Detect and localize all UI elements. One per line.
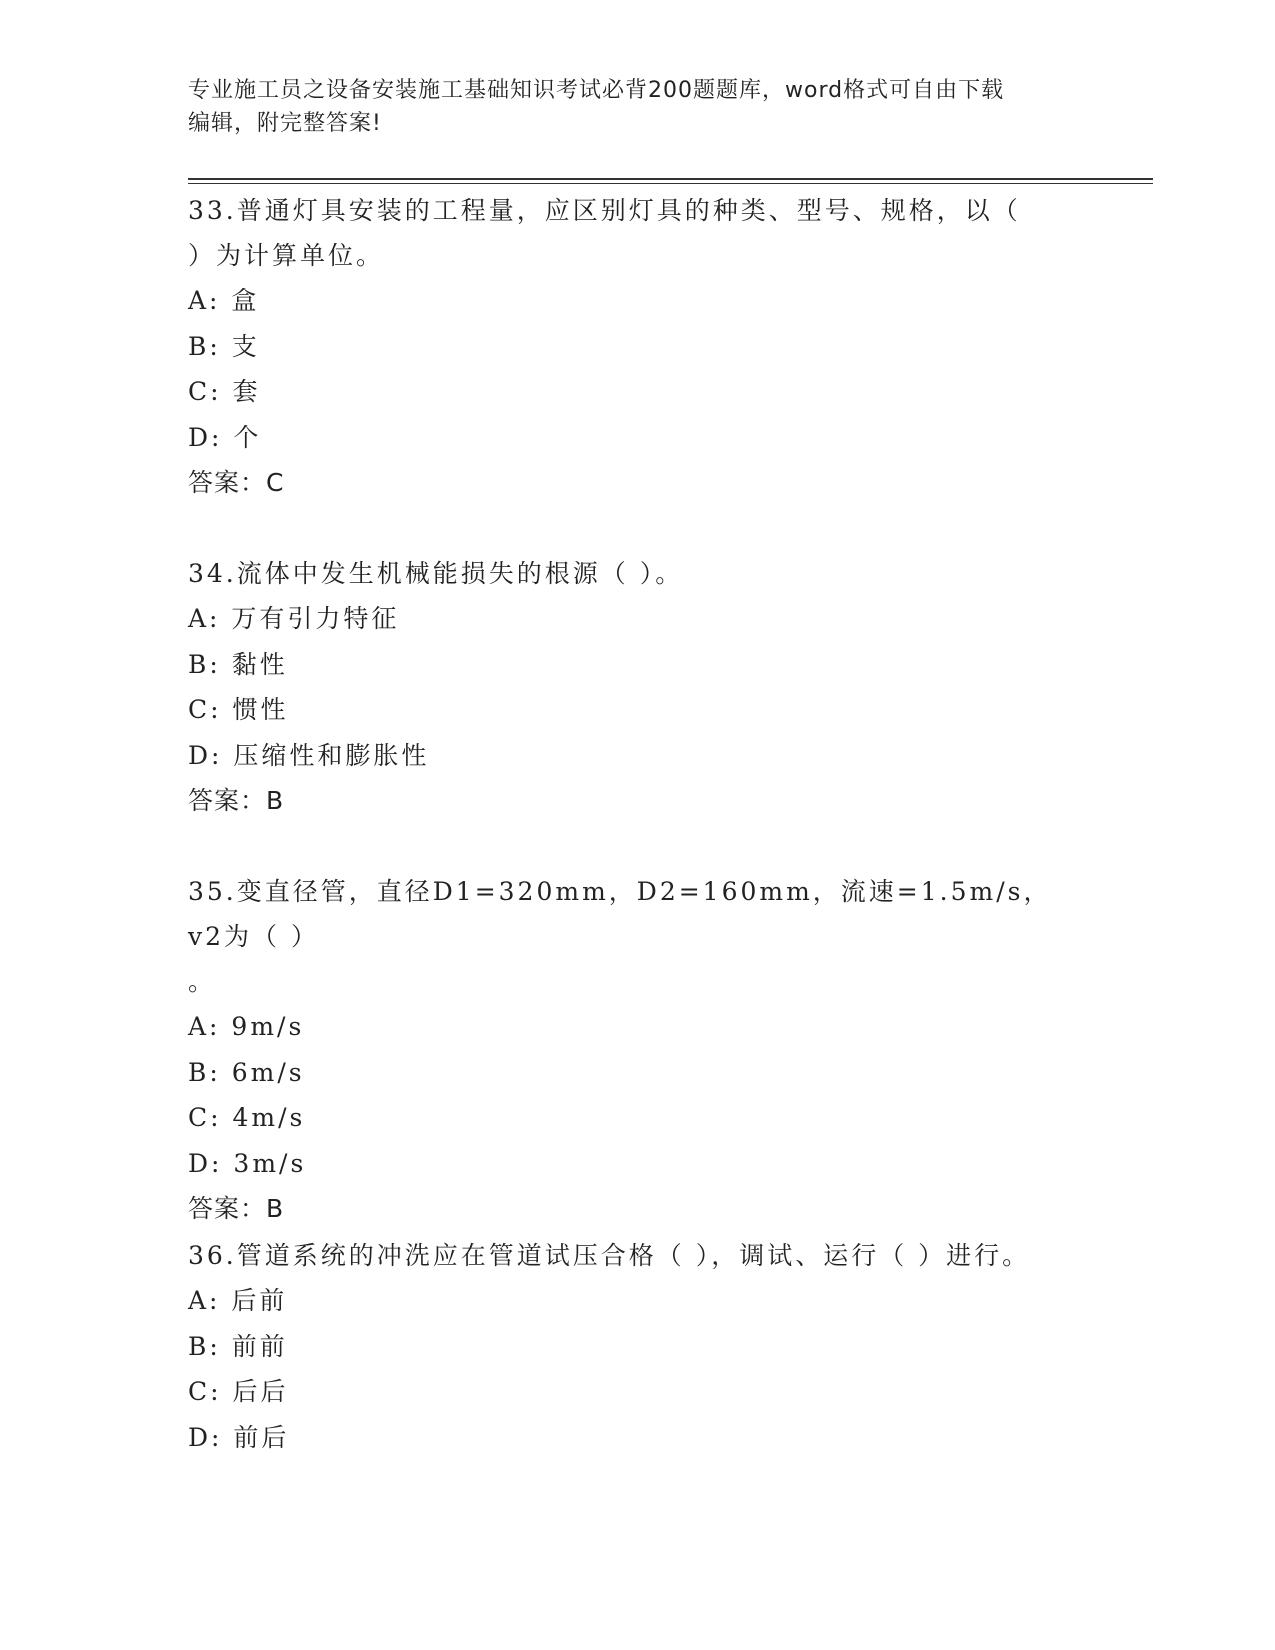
option-a: A: 万有引力特征 (188, 604, 400, 633)
question-stem: 36.管道系统的冲洗应在管道试压合格（ ），调试、运行（ ）进行。 (188, 1241, 1031, 1270)
question-33 (188, 188, 1068, 505)
question-stem: 35.变直径管，直径D1=320mm，D2=160mm，流速=1.5m/s，v2为（ ） (188, 877, 1052, 951)
header-divider-thin (188, 183, 1153, 184)
option-c: C: 惯性 (188, 695, 289, 724)
question-34 (188, 551, 1068, 823)
option-a: A: 后前 (188, 1286, 288, 1315)
option-a: A: 9m/s (188, 1012, 305, 1041)
option-c: C: 4m/s (188, 1103, 306, 1132)
question-stem: 33.普通灯具安装的工程量，应区别灯具的种类、型号、规格，以（ (188, 196, 1021, 225)
question-stem: 34.流体中发生机械能损失的根源（ ）。 (188, 559, 684, 588)
option-b: B: 支 (188, 331, 260, 361)
answer: 答案：C (188, 468, 285, 497)
option-b: B: 黏性 (188, 649, 288, 679)
option-d: D: 压缩性和膨胀性 (188, 740, 430, 770)
question-stem-continued: ）为计算单位。 (188, 241, 385, 270)
option-a: A: 盒 (188, 286, 260, 315)
option-b: B: 前前 (188, 1331, 288, 1361)
question-stem-continued: 。 (188, 967, 217, 996)
question-36 (188, 1233, 1068, 1460)
answer: 答案：B (188, 786, 285, 815)
option-c: C: 后后 (188, 1377, 289, 1406)
option-d: D: 3m/s (188, 1148, 307, 1178)
option-b: B: 6m/s (188, 1057, 305, 1087)
header-line-1: 专业施工员之设备安装施工基础知识考试必背200题题库，word格式可自由下载 (188, 78, 1005, 103)
option-d: D: 个 (188, 422, 262, 452)
question-35 (188, 869, 1068, 1231)
option-d: D: 前后 (188, 1422, 290, 1452)
header-divider-thick (188, 178, 1153, 180)
document-header (188, 74, 1068, 140)
header-line-2: 编辑，附完整答案! (188, 111, 382, 136)
answer: 答案：B (188, 1194, 285, 1223)
option-c: C: 套 (188, 377, 261, 406)
